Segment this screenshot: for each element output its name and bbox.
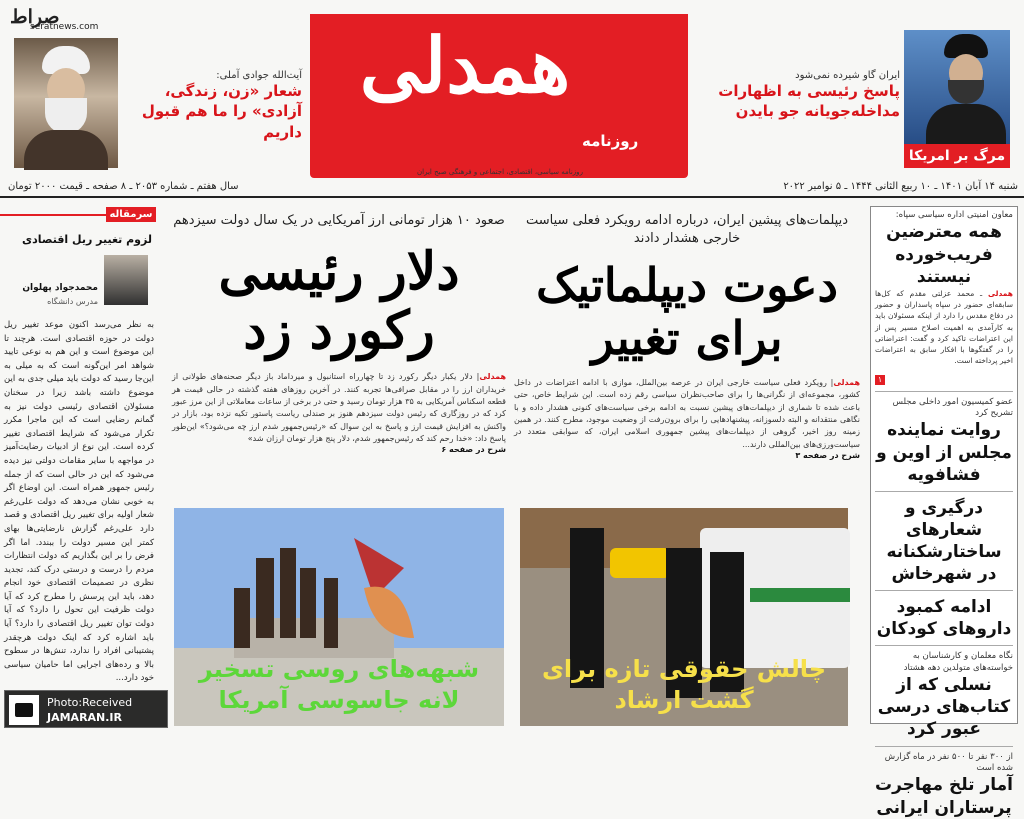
sidebar-headline[interactable]: همه معترضین فریب‌خورده نیستند — [886, 222, 1002, 287]
sidebar-headline[interactable]: آمار تلخ مهاجرت پرستاران ایرانی — [875, 775, 1013, 818]
portrait-raisi — [904, 30, 1010, 168]
sidebar-headline[interactable]: نسلی که از کتاب‌های درسی عبور کرد — [877, 675, 1011, 740]
dateline-issue: سال هفتم ـ شماره ۲۰۵۳ ـ ۸ صفحه ـ قیمت ۲۰۰۰ تومان — [8, 181, 239, 192]
see-page[interactable]: شرح در صفحه ۳ — [795, 451, 860, 461]
sidebar-headline[interactable]: درگیری و شعارهای ساختارشکنانه در شهرخاش — [886, 497, 1002, 584]
page-number-badge: ۱ — [875, 375, 885, 385]
photo-embassy — [174, 508, 504, 726]
masthead-subtitle: روزنامه سیاسی، اقتصادی، اجتماعی و فرهنگی صبح ایران — [417, 168, 583, 176]
sidebar-body — [875, 288, 1013, 367]
watermark-logo — [4, 6, 134, 36]
tag: همدلی — [479, 372, 506, 382]
photo-caption: چالش حقوقی تازه برای گشت ارشاد — [541, 655, 827, 715]
story-kicker: صعود ۱۰ هزار تومانی ارز آمریکایی در یک سال دولت سیزدهم — [173, 213, 505, 228]
teaser-headline: پاسخ رئیسی به اظهارات مداخله‌جویانه جو بایدن — [718, 82, 900, 121]
tag: همدلی — [988, 288, 1014, 298]
story-second[interactable] — [172, 212, 506, 454]
sidebar-kicker: از ۳۰۰ نفر تا ۵۰۰ نفر در ماه گزارش شده است — [884, 751, 1013, 773]
portrait-javadi-amoli — [14, 38, 118, 168]
banner-text: مرگ بر امریکا — [904, 144, 1010, 168]
masthead-prefix: روزنامه — [582, 132, 639, 150]
story-body-text: | دلار یکبار دیگر رکورد زد تا چهارراه استانبول و میرداماد باز دیگر صحنه‌های طولانی از خریداران ارز را در مقابل صرافی‌ها تجربه کنند. در آخرین روزهای هفته گذشته در حالی قیمت هر قطعه اسکناس آمریکایی به ۳۵ هزار تومان رسید و حتی در برخی از ساعات معاملاتی از این مرز عبور کرد که در روزگاری که رئیس دولت سیزدهم هنوز بر صندلی ریاست پاستور تکیه نزده بود، بازار در واکنش به افزایش قیمت ارز و پاسخ به این سوال که «رئیس‌جمهور شدم ارز چه می‌شود؟» این‌طور پاسخ داد: «خدا رحم کند که رئیس‌جمهور شدم، دلار پنج هزار تومان ارزان شد» — [172, 372, 506, 444]
story-body — [514, 377, 860, 451]
sidebar-headline[interactable]: ادامه کمبود داروهای کودکان — [876, 597, 1012, 640]
photo-street — [520, 508, 848, 726]
editorial-column — [0, 207, 160, 736]
sidebar-kicker: نگاه معلمان و کارشناسان به خواسته‌های متولدین دهه هشتاد — [903, 651, 1013, 673]
teaser-kicker: ایران گاو شیرده نمی‌شود — [795, 70, 900, 81]
author-photo — [104, 255, 148, 305]
story-main[interactable] — [514, 212, 860, 460]
author-name: محمدجواد پهلوان — [22, 283, 98, 293]
teaser-kicker: آیت‌الله جوادی آملی: — [216, 70, 302, 81]
editorial-headline[interactable]: لزوم تغییر ریل اقتصادی — [22, 233, 152, 246]
masthead-rule — [0, 196, 1024, 198]
tag: همدلی — [833, 377, 860, 387]
section-tag: سرمقاله — [106, 207, 156, 222]
watermark-url: seratnews.com — [30, 22, 99, 32]
sidebar-kicker: عضو کمیسیون امور داخلی مجلس تشریح کرد — [892, 396, 1013, 418]
story-headline-line2: رکورد زد — [243, 300, 435, 362]
story-headline-line1: دعوت دیپلماتیک — [536, 258, 838, 313]
camera-icon — [9, 695, 39, 725]
story-headline-line2: برای تغییر — [591, 310, 783, 365]
story-body-text: | رویکرد فعلی سیاست خارجی ایران در عرصه بین‌الملل، موازی با ادامه اعتراضات در داخل کشور، مجموعه‌ای از نگرانی‌ها را برای صاحب‌نظران سیاسی رقم زده است. این شرایط خاص، حتی باعث شده تا شماری از دیپلمات‌های پیشین نسبت به ادامه برخی سیاست‌های کنونی هشدار داده و با نگاهی منتقدانه و البته دلسوزانه، پیشنهادهایی را برای برون‌رفت از وضعیت موجود، مطرح کنند. در همین زمینه روز اخیر، گروهی از دیپلمات‌های پیشین جمهوری اسلامی ایران، که سوابقی متعدد در سیاست‌ورزی‌های بین‌المللی دارند... — [514, 377, 860, 449]
credit-line2: JAMARAN.IR — [47, 711, 122, 724]
masthead — [310, 14, 688, 178]
sidebar-news — [870, 206, 1018, 818]
author-role: مدرس دانشگاه — [47, 297, 98, 306]
teaser-headline: شعار «زن، زندگی، آزادی» را ما هم قبول داریم — [141, 82, 302, 141]
sidebar-body-text: ـ محمد عزلتی مقدم که کل‌ها سابقه‌ای حضور در سپاه پاسداران و حضور در دفاع مقدس را دارد از اینکه مسئولان باید به کارآمدی به اهمیت اصلاح مسیر پس از این اعتراضات تاکید کرد و گفت: اعتراضاتی را در گفتگوها با افکار سابق به اعتراضات اخیر پرداخته است. — [875, 288, 1013, 366]
top-left-teaser[interactable] — [122, 70, 302, 142]
story-body — [172, 371, 506, 445]
top-right-teaser[interactable] — [700, 70, 900, 122]
photo-credit-watermark — [4, 690, 168, 728]
photo-caption: شبهه‌های روسی تسخیر لانه جاسوسی آمریکا — [198, 655, 480, 715]
sidebar-kicker: معاون امنیتی اداره سیاسی سپاه: — [895, 210, 1013, 220]
watermark-brand: صراط — [10, 6, 60, 28]
masthead-logo: همدلی — [359, 21, 571, 110]
sidebar-headline[interactable]: روایت نماینده مجلس از اوین و فشافویه — [876, 420, 1012, 485]
story-kicker: دیپلمات‌های پیشین ایران، درباره ادامه رویکرد فعلی سیاست خارجی هشدار دادند — [525, 213, 849, 246]
story-headline-line1: دلار رئیسی — [218, 240, 460, 302]
see-page[interactable]: شرح در صفحه ۶ — [441, 445, 506, 455]
editorial-body: به نظر می‌رسد اکنون موعد تغییر ریل دولت در حوزه اقتصادی است. هرچند تا این موضوع است و این هم به نوعی تایید شواهد امر این‌گونه است که به میلی به این‌جا رسید که دولت باید میلی جدی به این موضوع داشته باشد زیرا در سخنان مسئولان اقتصادی رئیسی دولت نیز به گمانم رضایی است که این ماجرا مکرر تکرار می‌شود که شرایط اقتصادی تغییر کرده است. این نوع از ادبیات رضایت‌آمیز در مواجهه با سایر مقامات دولتی نیز دیده می‌شود که این در حالی است که از جمله رئیس جمهور همراه است. این اوضاع اگر به خوبی نشان می‌دهد که دولت علی‌رغم شعار اولیه برای تغییر ریل اقتصادی و قصد دارد علی‌رغم گزارش نارضایتی‌ها بهای کمتر این مسیر دولت را ببندد. اما اگر فرض را بر این بگذاریم که دولت انتظارات مردم را درست و درستی درک کند، تجدید نظری در تصمیمات اقتصادی خود انجام دهد، باید این پرسش را مطرح کرد که آیا دولت ظرفیت این تحول را دارد؟ که آیا دولت توان تغییر ریل اقتصادی را دارد؟ آیا باید اشاره کرد که اینک دولت هرچقدر پشتیبانی افراد را ندارد، تنش‌ها در سطوح بالا و رده‌های اجرایی اما حامیان سیاسی خود دارد... — [4, 320, 154, 684]
credit-line1: Photo:Received — [47, 696, 133, 709]
dateline-date: شنبه ۱۴ آبان ۱۴۰۱ ـ ۱۰ ربیع الثانی ۱۴۴۴ ـ ۵ نوامبر ۲۰۲۲ — [783, 181, 1018, 192]
